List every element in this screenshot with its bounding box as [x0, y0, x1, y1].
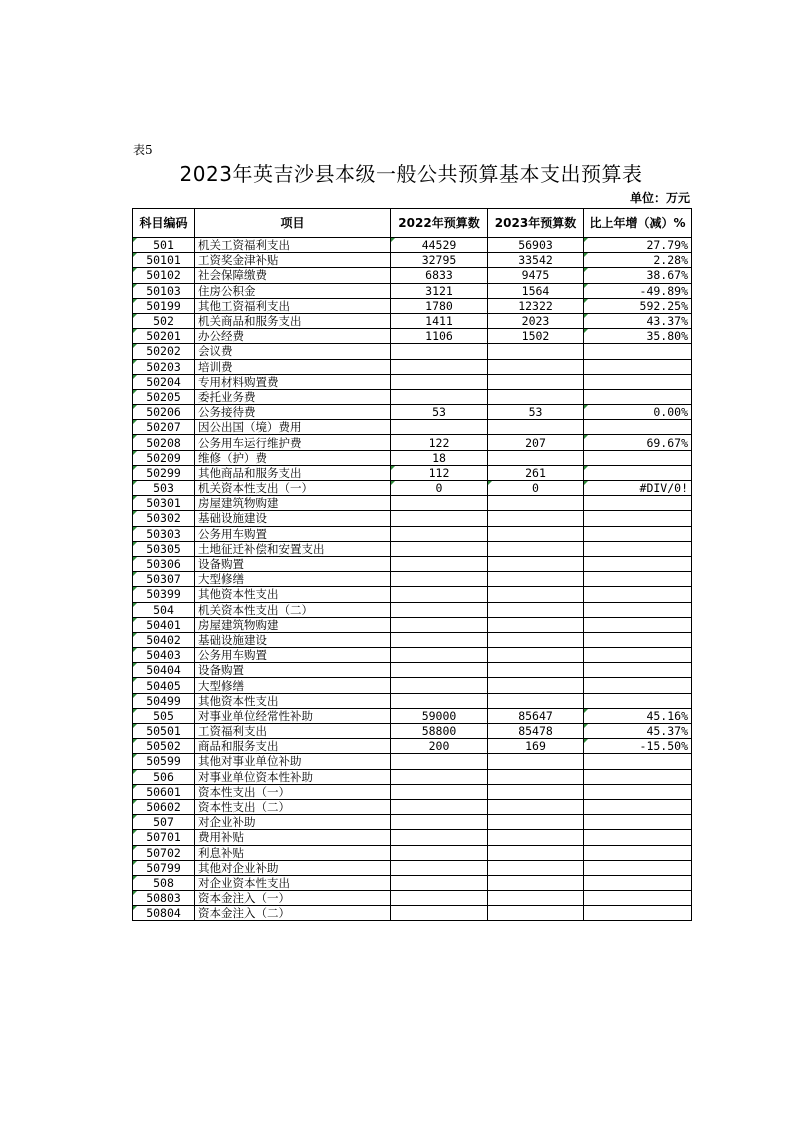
cell-change-percent — [584, 906, 692, 921]
cell-change-percent — [584, 556, 692, 571]
cell-change-percent — [584, 465, 692, 480]
cell-2023-budget: 33542 — [488, 253, 584, 268]
cell-code: 50202 — [133, 344, 195, 359]
cell-item-name: 会议费 — [195, 344, 391, 359]
cell-code: 50499 — [133, 693, 195, 708]
table-row — [133, 465, 692, 480]
cell-2023-budget — [488, 769, 584, 784]
cell-change-percent — [584, 389, 692, 404]
cell-2022-budget — [391, 769, 488, 784]
cell-2023-budget — [488, 875, 584, 890]
cell-2023-budget: 56903 — [488, 238, 584, 253]
cell-2022-budget: 0 — [391, 481, 488, 496]
cell-2022-budget: 59000 — [391, 708, 488, 723]
cell-2022-budget — [391, 374, 488, 389]
cell-code: 50306 — [133, 556, 195, 571]
table-row — [133, 830, 692, 845]
cell-code: 50402 — [133, 632, 195, 647]
cell-2022-budget: 112 — [391, 465, 488, 480]
cell-change-percent — [584, 541, 692, 556]
cell-code: 50404 — [133, 663, 195, 678]
table-row — [133, 769, 692, 784]
cell-code: 503 — [133, 481, 195, 496]
cell-item-name: 利息补贴 — [195, 845, 391, 860]
cell-code: 50701 — [133, 830, 195, 845]
cell-2023-budget — [488, 572, 584, 587]
cell-code: 50501 — [133, 724, 195, 739]
table-row — [133, 754, 692, 769]
cell-code: 50205 — [133, 389, 195, 404]
cell-code: 50302 — [133, 511, 195, 526]
cell-2023-budget: 1502 — [488, 329, 584, 344]
table-row — [133, 313, 692, 328]
cell-2023-budget — [488, 891, 584, 906]
cell-2022-budget — [391, 420, 488, 435]
table-header-row — [133, 209, 692, 238]
table-row — [133, 283, 692, 298]
cell-2023-budget — [488, 815, 584, 830]
cell-2022-budget — [391, 496, 488, 511]
cell-item-name: 住房公积金 — [195, 283, 391, 298]
cell-2022-budget: 1780 — [391, 298, 488, 313]
cell-change-percent — [584, 875, 692, 890]
cell-2023-budget — [488, 663, 584, 678]
cell-2022-budget — [391, 799, 488, 814]
cell-change-percent: 35.80% — [584, 329, 692, 344]
cell-item-name: 设备购置 — [195, 556, 391, 571]
cell-2023-budget — [488, 784, 584, 799]
cell-item-name: 资本金注入（一） — [195, 891, 391, 906]
table-row — [133, 632, 692, 647]
cell-code: 50204 — [133, 374, 195, 389]
cell-code: 50403 — [133, 648, 195, 663]
cell-change-percent — [584, 860, 692, 875]
cell-code: 50307 — [133, 572, 195, 587]
table-row — [133, 481, 692, 496]
cell-2023-budget: 0 — [488, 481, 584, 496]
header-code: 科目编码 — [133, 209, 195, 238]
cell-code: 501 — [133, 238, 195, 253]
cell-2023-budget — [488, 374, 584, 389]
table-row — [133, 784, 692, 799]
table-row — [133, 693, 692, 708]
cell-change-percent — [584, 511, 692, 526]
cell-item-name: 资本金注入（二） — [195, 906, 391, 921]
cell-2022-budget — [391, 754, 488, 769]
cell-2023-budget — [488, 587, 584, 602]
cell-code: 50702 — [133, 845, 195, 860]
cell-2022-budget — [391, 830, 488, 845]
table-row — [133, 678, 692, 693]
cell-2023-budget — [488, 617, 584, 632]
cell-item-name: 机关商品和服务支出 — [195, 313, 391, 328]
cell-change-percent — [584, 374, 692, 389]
cell-item-name: 其他资本性支出 — [195, 587, 391, 602]
cell-2022-budget: 3121 — [391, 283, 488, 298]
cell-item-name: 费用补贴 — [195, 830, 391, 845]
table-row — [133, 435, 692, 450]
cell-2022-budget — [391, 891, 488, 906]
table-row — [133, 450, 692, 465]
cell-2023-budget — [488, 541, 584, 556]
cell-item-name: 其他对事业单位补助 — [195, 754, 391, 769]
cell-change-percent — [584, 693, 692, 708]
cell-code: 505 — [133, 708, 195, 723]
cell-2022-budget — [391, 632, 488, 647]
budget-table — [132, 208, 692, 921]
cell-2022-budget — [391, 648, 488, 663]
cell-change-percent — [584, 632, 692, 647]
cell-item-name: 对企业补助 — [195, 815, 391, 830]
cell-2022-budget — [391, 906, 488, 921]
table-row — [133, 329, 692, 344]
cell-item-name: 房屋建筑物购建 — [195, 496, 391, 511]
cell-change-percent — [584, 754, 692, 769]
table-row — [133, 739, 692, 754]
cell-item-name: 基础设施建设 — [195, 632, 391, 647]
header-2022: 2022年预算数 — [391, 209, 488, 238]
cell-2022-budget: 18 — [391, 450, 488, 465]
cell-change-percent — [584, 572, 692, 587]
cell-item-name: 大型修缮 — [195, 572, 391, 587]
cell-2022-budget: 32795 — [391, 253, 488, 268]
cell-code: 50101 — [133, 253, 195, 268]
cell-2023-budget — [488, 420, 584, 435]
cell-item-name: 大型修缮 — [195, 678, 391, 693]
cell-2022-budget: 53 — [391, 405, 488, 420]
table-row — [133, 374, 692, 389]
table-row — [133, 253, 692, 268]
cell-change-percent — [584, 663, 692, 678]
cell-item-name: 工资奖金津补贴 — [195, 253, 391, 268]
cell-item-name: 其他资本性支出 — [195, 693, 391, 708]
cell-code: 50401 — [133, 617, 195, 632]
cell-2023-budget — [488, 678, 584, 693]
table-row — [133, 875, 692, 890]
cell-code: 50799 — [133, 860, 195, 875]
cell-item-name: 其他商品和服务支出 — [195, 465, 391, 480]
cell-change-percent — [584, 587, 692, 602]
table-row — [133, 663, 692, 678]
cell-2022-budget — [391, 617, 488, 632]
cell-item-name: 维修（护）费 — [195, 450, 391, 465]
cell-item-name: 商品和服务支出 — [195, 739, 391, 754]
cell-code: 508 — [133, 875, 195, 890]
cell-code: 50399 — [133, 587, 195, 602]
cell-item-name: 公务用车购置 — [195, 526, 391, 541]
cell-item-name: 资本性支出（一） — [195, 784, 391, 799]
cell-change-percent — [584, 815, 692, 830]
table-row — [133, 845, 692, 860]
cell-2022-budget: 122 — [391, 435, 488, 450]
cell-item-name: 工资福利支出 — [195, 724, 391, 739]
cell-code: 502 — [133, 313, 195, 328]
table-row — [133, 587, 692, 602]
cell-2023-budget: 12322 — [488, 298, 584, 313]
cell-change-percent: 0.00% — [584, 405, 692, 420]
cell-change-percent — [584, 769, 692, 784]
header-change: 比上年增（减）% — [584, 209, 692, 238]
table-row — [133, 359, 692, 374]
table-row — [133, 708, 692, 723]
cell-code: 504 — [133, 602, 195, 617]
cell-item-name: 对事业单位经常性补助 — [195, 708, 391, 723]
table-row — [133, 238, 692, 253]
header-name: 项目 — [195, 209, 391, 238]
cell-code: 50602 — [133, 799, 195, 814]
cell-change-percent — [584, 617, 692, 632]
cell-change-percent: 45.16% — [584, 708, 692, 723]
cell-change-percent — [584, 799, 692, 814]
cell-2023-budget: 53 — [488, 405, 584, 420]
cell-item-name: 公务接待费 — [195, 405, 391, 420]
cell-change-percent — [584, 496, 692, 511]
cell-change-percent — [584, 678, 692, 693]
cell-2023-budget — [488, 860, 584, 875]
cell-code: 50301 — [133, 496, 195, 511]
cell-2022-budget — [391, 526, 488, 541]
cell-2022-budget — [391, 389, 488, 404]
cell-change-percent — [584, 845, 692, 860]
cell-code: 50102 — [133, 268, 195, 283]
cell-2023-budget — [488, 344, 584, 359]
cell-change-percent — [584, 784, 692, 799]
cell-change-percent: 592.25% — [584, 298, 692, 313]
cell-2023-budget: 85647 — [488, 708, 584, 723]
document-title: 2023年英吉沙县本级一般公共预算基本支出预算表 — [179, 162, 643, 186]
cell-code: 506 — [133, 769, 195, 784]
cell-change-percent: 43.37% — [584, 313, 692, 328]
cell-2023-budget: 169 — [488, 739, 584, 754]
cell-2023-budget — [488, 496, 584, 511]
cell-item-name: 社会保障缴费 — [195, 268, 391, 283]
table-row — [133, 511, 692, 526]
cell-2023-budget: 85478 — [488, 724, 584, 739]
cell-code: 50405 — [133, 678, 195, 693]
table-row — [133, 405, 692, 420]
cell-code: 50804 — [133, 906, 195, 921]
cell-item-name: 公务用车运行维护费 — [195, 435, 391, 450]
cell-2022-budget — [391, 359, 488, 374]
cell-change-percent — [584, 420, 692, 435]
cell-code: 50803 — [133, 891, 195, 906]
cell-code: 50502 — [133, 739, 195, 754]
cell-item-name: 土地征迁补偿和安置支出 — [195, 541, 391, 556]
cell-item-name: 公务用车购置 — [195, 648, 391, 663]
cell-2022-budget — [391, 860, 488, 875]
table-row — [133, 541, 692, 556]
cell-2023-budget — [488, 511, 584, 526]
cell-code: 50299 — [133, 465, 195, 480]
table-row — [133, 572, 692, 587]
cell-2023-budget — [488, 450, 584, 465]
cell-item-name: 机关工资福利支出 — [195, 238, 391, 253]
cell-2022-budget — [391, 344, 488, 359]
table-row — [133, 268, 692, 283]
cell-2023-budget — [488, 602, 584, 617]
cell-code: 50103 — [133, 283, 195, 298]
cell-code: 50303 — [133, 526, 195, 541]
cell-item-name: 办公经费 — [195, 329, 391, 344]
table-row — [133, 799, 692, 814]
cell-code: 50203 — [133, 359, 195, 374]
cell-item-name: 其他对企业补助 — [195, 860, 391, 875]
table-row — [133, 891, 692, 906]
cell-2023-budget — [488, 526, 584, 541]
cell-item-name: 培训费 — [195, 359, 391, 374]
table-row — [133, 420, 692, 435]
cell-2023-budget — [488, 648, 584, 663]
table-row — [133, 344, 692, 359]
table-label: 表5 — [133, 143, 153, 157]
cell-2022-budget: 1411 — [391, 313, 488, 328]
cell-2022-budget: 200 — [391, 739, 488, 754]
cell-2022-budget: 58800 — [391, 724, 488, 739]
unit-label: 单位：万元 — [629, 191, 690, 205]
cell-code: 50599 — [133, 754, 195, 769]
cell-item-name: 对事业单位资本性补助 — [195, 769, 391, 784]
cell-change-percent — [584, 602, 692, 617]
table-row — [133, 389, 692, 404]
cell-2023-budget — [488, 754, 584, 769]
cell-code: 50601 — [133, 784, 195, 799]
cell-2023-budget: 261 — [488, 465, 584, 480]
cell-change-percent: 38.67% — [584, 268, 692, 283]
cell-code: 50201 — [133, 329, 195, 344]
cell-change-percent: 27.79% — [584, 238, 692, 253]
cell-code: 50199 — [133, 298, 195, 313]
cell-2022-budget: 44529 — [391, 238, 488, 253]
cell-2023-budget — [488, 359, 584, 374]
cell-item-name: 对企业资本性支出 — [195, 875, 391, 890]
cell-2023-budget: 2023 — [488, 313, 584, 328]
cell-2022-budget — [391, 815, 488, 830]
table-row — [133, 617, 692, 632]
cell-change-percent — [584, 526, 692, 541]
cell-item-name: 委托业务费 — [195, 389, 391, 404]
cell-code: 50208 — [133, 435, 195, 450]
table-row — [133, 860, 692, 875]
cell-2022-budget — [391, 587, 488, 602]
cell-change-percent — [584, 359, 692, 374]
cell-2023-budget — [488, 906, 584, 921]
cell-2022-budget — [391, 693, 488, 708]
cell-item-name: 设备购置 — [195, 663, 391, 678]
cell-2023-budget — [488, 830, 584, 845]
cell-2022-budget — [391, 602, 488, 617]
cell-change-percent — [584, 450, 692, 465]
cell-2023-budget — [488, 845, 584, 860]
cell-2023-budget: 207 — [488, 435, 584, 450]
table-row — [133, 906, 692, 921]
cell-item-name: 因公出国（境）费用 — [195, 420, 391, 435]
cell-2023-budget — [488, 799, 584, 814]
cell-change-percent: 45.37% — [584, 724, 692, 739]
cell-2022-budget — [391, 845, 488, 860]
table-body — [133, 238, 692, 921]
table-row — [133, 556, 692, 571]
cell-code: 50206 — [133, 405, 195, 420]
cell-item-name: 房屋建筑物购建 — [195, 617, 391, 632]
cell-code: 50209 — [133, 450, 195, 465]
cell-2022-budget — [391, 875, 488, 890]
cell-change-percent: 69.67% — [584, 435, 692, 450]
cell-item-name: 其他工资福利支出 — [195, 298, 391, 313]
cell-2022-budget — [391, 678, 488, 693]
cell-change-percent — [584, 891, 692, 906]
cell-item-name: 专用材料购置费 — [195, 374, 391, 389]
cell-code: 50305 — [133, 541, 195, 556]
cell-2022-budget: 1106 — [391, 329, 488, 344]
cell-2023-budget — [488, 389, 584, 404]
table-row — [133, 815, 692, 830]
table-row — [133, 298, 692, 313]
table-row — [133, 602, 692, 617]
cell-2023-budget: 9475 — [488, 268, 584, 283]
cell-2022-budget — [391, 572, 488, 587]
cell-change-percent: 2.28% — [584, 253, 692, 268]
cell-change-percent: #DIV/0! — [584, 481, 692, 496]
cell-code: 507 — [133, 815, 195, 830]
cell-item-name: 资本性支出（二） — [195, 799, 391, 814]
table-row — [133, 648, 692, 663]
cell-2022-budget: 6833 — [391, 268, 488, 283]
cell-2023-budget — [488, 693, 584, 708]
cell-change-percent: -49.89% — [584, 283, 692, 298]
cell-code: 50207 — [133, 420, 195, 435]
cell-2022-budget — [391, 784, 488, 799]
cell-change-percent — [584, 344, 692, 359]
cell-2022-budget — [391, 541, 488, 556]
cell-2023-budget — [488, 556, 584, 571]
table-row — [133, 526, 692, 541]
cell-2022-budget — [391, 511, 488, 526]
table-row — [133, 724, 692, 739]
cell-item-name: 机关资本性支出（二） — [195, 602, 391, 617]
cell-2023-budget: 1564 — [488, 283, 584, 298]
table-row — [133, 496, 692, 511]
cell-item-name: 机关资本性支出（一） — [195, 481, 391, 496]
cell-change-percent — [584, 830, 692, 845]
cell-item-name: 基础设施建设 — [195, 511, 391, 526]
header-2023: 2023年预算数 — [488, 209, 584, 238]
cell-2022-budget — [391, 556, 488, 571]
cell-2022-budget — [391, 663, 488, 678]
cell-change-percent — [584, 648, 692, 663]
cell-change-percent: -15.50% — [584, 739, 692, 754]
cell-2023-budget — [488, 632, 584, 647]
